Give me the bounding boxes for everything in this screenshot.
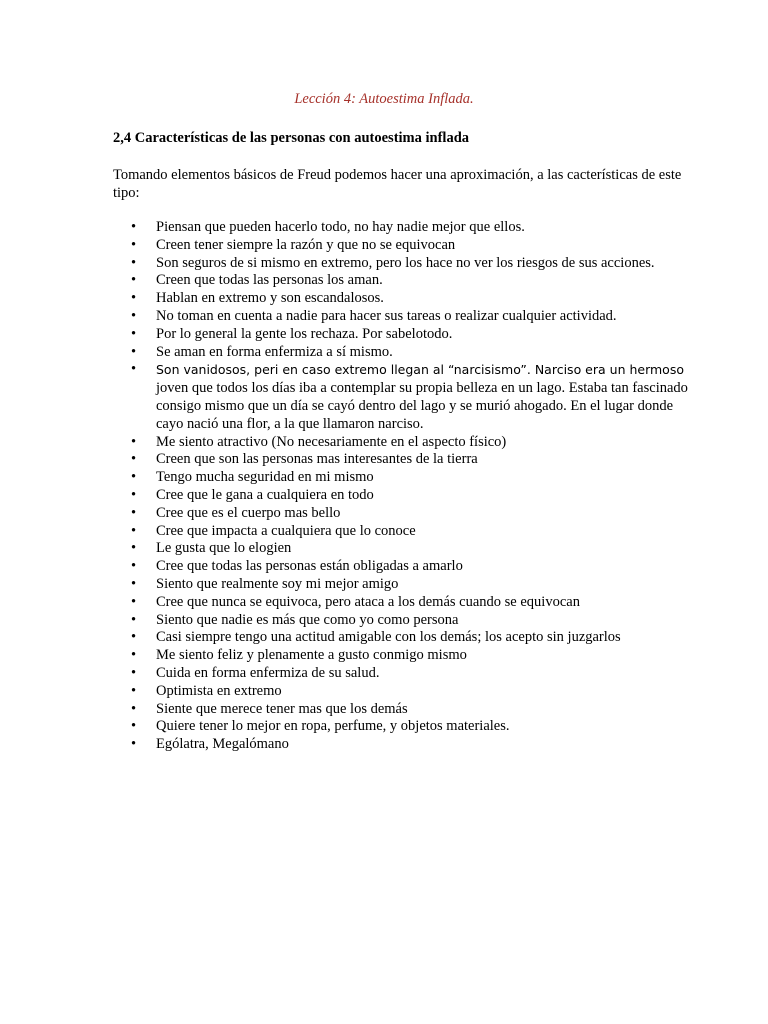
bullet-icon: •: [131, 325, 137, 342]
list-item-text: No toman en cuenta a nadie para hacer sus tareas o realizar cualquier actividad.: [156, 307, 617, 324]
list-item: [113, 540, 688, 558]
list-item: [113, 308, 688, 326]
list-item: [113, 469, 688, 487]
bullet-icon: •: [131, 219, 137, 235]
list-item-text: Ególatra, Megalómano: [156, 736, 289, 753]
list-item-text: Me siento atractivo (No necesariamente en el aspecto físico): [156, 433, 507, 450]
bullet-icon: •: [131, 558, 137, 575]
list-item-text: Siente que merece tener mas que los demás: [156, 700, 408, 717]
bullet-icon: •: [131, 611, 137, 628]
bullet-icon: •: [131, 575, 137, 592]
list-item: [113, 612, 688, 630]
bullet-icon: •: [131, 272, 137, 289]
list-item-text: Cree que impacta a cualquiera que lo conoce: [156, 522, 416, 539]
list-item-text: Creen tener siempre la razón y que no se equivocan: [156, 236, 456, 253]
list-item: [113, 647, 688, 665]
list-item: [113, 361, 688, 433]
list-item: [113, 451, 688, 469]
list-item: [113, 558, 688, 576]
list-item-text: Siento que nadie es más que como yo como persona: [156, 611, 459, 628]
bullet-icon: •: [131, 647, 137, 664]
bullet-icon: •: [131, 433, 137, 450]
list-item: [113, 326, 688, 344]
list-item: [113, 523, 688, 541]
bullet-icon: •: [131, 540, 137, 557]
bullet-icon: •: [131, 290, 137, 307]
list-item-text: Casi siempre tengo una actitud amigable con los demás; los acepto sin juzgarlos: [156, 629, 621, 646]
list-item-text: Creen que todas las personas los aman.: [156, 272, 383, 289]
list-item: [113, 629, 688, 647]
bullet-icon: •: [131, 682, 137, 699]
bullet-icon: •: [131, 664, 137, 681]
list-item-text: Le gusta que lo elogien: [156, 540, 292, 557]
bullet-icon: •: [131, 593, 137, 610]
list-item: [113, 255, 688, 273]
list-item-text: Cree que todas las personas están obligadas a amarlo: [156, 558, 463, 575]
list-item-text-narciso-1: Son vanidosos, peri en caso extremo llegan al “narcisismo”. Narciso era un hermoso: [156, 362, 684, 378]
list-item: [113, 272, 688, 290]
bullet-icon: •: [131, 236, 137, 253]
list-item: [113, 683, 688, 701]
bullet-icon: •: [131, 718, 137, 735]
bullet-icon: •: [131, 700, 137, 717]
list-item: [113, 576, 688, 594]
list-item-text-narciso-2: joven que todos los días iba a contemplar su propia belleza en un lago. Estaba tan fascinado consigo mismo que un día se cayó dentro del lago y se murió ahogado. En el lugar donde cayo nació una flor, a la que llamaron narciso.: [156, 380, 688, 432]
list-item-text: Cuida en forma enfermiza de su salud.: [156, 664, 380, 681]
list-item-text: Son seguros de si mismo en extremo, pero los hace no ver los riesgos de sus acciones.: [156, 254, 655, 271]
list-item-text: Cree que le gana a cualquiera en todo: [156, 486, 374, 503]
bullet-icon: •: [131, 307, 137, 324]
bullet-icon: •: [131, 469, 137, 486]
list-item-text: Me siento feliz y plenamente a gusto conmigo mismo: [156, 647, 467, 664]
bullet-icon: •: [131, 254, 137, 271]
list-item: [113, 290, 688, 308]
list-item: [113, 736, 688, 754]
section-heading: 2,4 Características de las personas con autoestima inflada: [113, 130, 470, 146]
list-item: [113, 701, 688, 719]
list-item-text: Por lo general la gente los rechaza. Por sabelotodo.: [156, 325, 453, 342]
lesson-title: Lección 4: Autoestima Inflada.: [294, 91, 474, 107]
list-item: [113, 665, 688, 683]
list-item-text: Tengo mucha seguridad en mi mismo: [156, 469, 374, 486]
bullet-icon: •: [131, 451, 137, 468]
list-item: [113, 344, 688, 362]
bullet-icon: •: [131, 504, 137, 521]
list-item-text: Cree que nunca se equivoca, pero ataca a los demás cuando se equivocan: [156, 593, 580, 610]
list-item: [113, 594, 688, 612]
list-item-text: Piensan que pueden hacerlo todo, no hay nadie mejor que ellos.: [156, 219, 525, 235]
list-item: [113, 487, 688, 505]
bullet-icon: •: [131, 629, 137, 646]
bullet-icon: •: [131, 361, 137, 378]
list-item: [113, 505, 688, 523]
list-item-text: Se aman en forma enfermiza a sí mismo.: [156, 343, 393, 360]
list-item-text: Hablan en extremo y son escandalosos.: [156, 290, 384, 307]
list-item-text: Creen que son las personas mas interesantes de la tierra: [156, 451, 478, 468]
list-item: [113, 219, 688, 237]
intro-paragraph: Tomando elementos básicos de Freud podemos hacer una aproximación, a las cacterísticas de este tipo:: [113, 167, 682, 201]
list-item-text: Optimista en extremo: [156, 682, 282, 699]
list-item-text: Cree que es el cuerpo mas bello: [156, 504, 341, 521]
list-item: [113, 434, 688, 452]
list-item-text: Siento que realmente soy mi mejor amigo: [156, 575, 399, 592]
characteristics-list: [113, 219, 688, 754]
bullet-icon: •: [131, 343, 137, 360]
list-item: [113, 718, 688, 736]
bullet-icon: •: [131, 736, 137, 753]
bullet-icon: •: [131, 522, 137, 539]
bullet-icon: •: [131, 486, 137, 503]
list-item-text: Quiere tener lo mejor en ropa, perfume, y objetos materiales.: [156, 718, 510, 735]
list-item: [113, 237, 688, 255]
